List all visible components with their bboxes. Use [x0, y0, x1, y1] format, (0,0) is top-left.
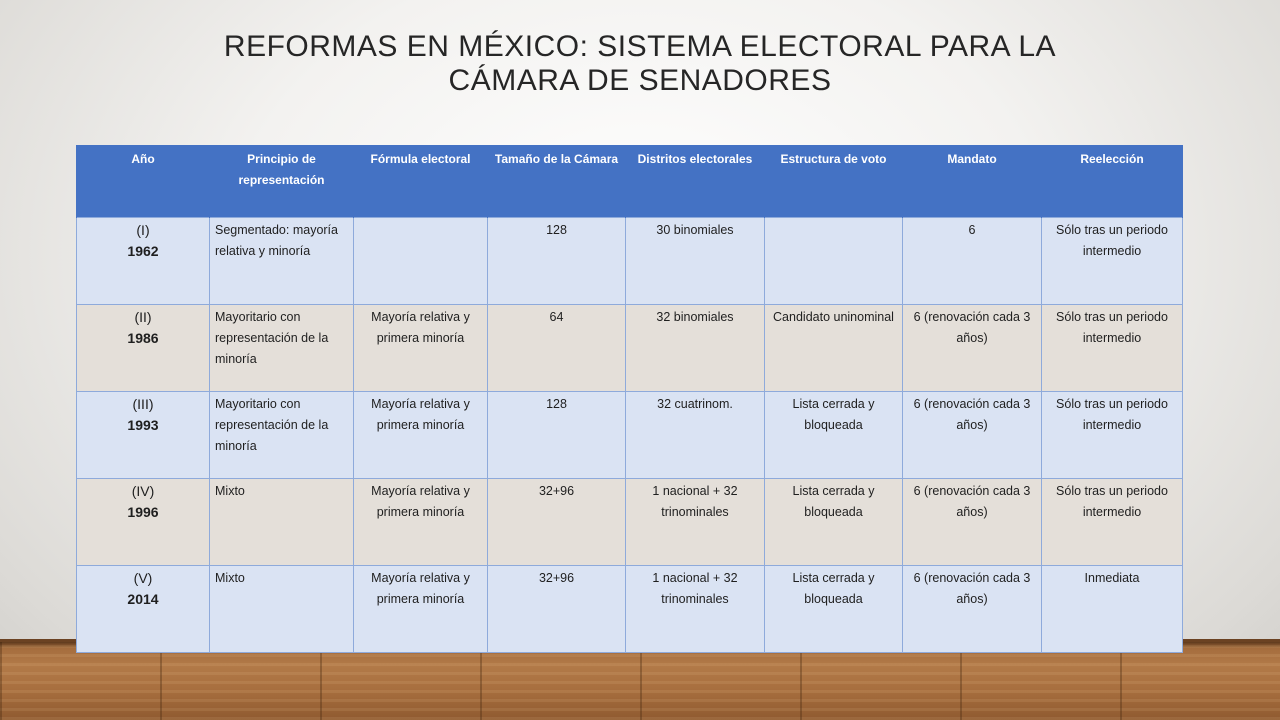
- cell-reeleccion: Sólo tras un periodo intermedio: [1042, 305, 1183, 392]
- cell-formula: Mayoría relativa y primera minoría: [354, 566, 488, 653]
- cell-estructura: Candidato uninominal: [765, 305, 903, 392]
- reform-number: (I): [136, 222, 150, 238]
- cell-estructura: Lista cerrada y bloqueada: [765, 566, 903, 653]
- header-estructura: Estructura de voto: [765, 145, 903, 218]
- cell-distritos: 1 nacional + 32 trinominales: [626, 479, 765, 566]
- reform-number: (II): [134, 309, 152, 325]
- header-ano: Año: [77, 145, 210, 218]
- header-distritos: Distritos electorales: [626, 145, 765, 218]
- header-principio: Principio de representación: [210, 145, 354, 218]
- cell-tamano: 128: [488, 392, 626, 479]
- table-row: [77, 305, 1183, 392]
- cell-distritos: 1 nacional + 32 trinominales: [626, 566, 765, 653]
- cell-principio: Mayoritario con representación de la minoría: [210, 305, 354, 392]
- header-formula: Fórmula electoral: [354, 145, 488, 218]
- table-header-row: [77, 145, 1183, 218]
- cell-reeleccion: Sólo tras un periodo intermedio: [1042, 392, 1183, 479]
- header-reeleccion: Reelección: [1042, 145, 1183, 218]
- cell-estructura: Lista cerrada y bloqueada: [765, 392, 903, 479]
- cell-formula: Mayoría relativa y primera minoría: [354, 305, 488, 392]
- table-row: [77, 392, 1183, 479]
- reforms-table: [76, 145, 1183, 653]
- cell-distritos: 30 binomiales: [626, 218, 765, 305]
- cell-tamano: 64: [488, 305, 626, 392]
- cell-principio: Mixto: [210, 479, 354, 566]
- cell-estructura: Lista cerrada y bloqueada: [765, 479, 903, 566]
- reform-year: 1962: [127, 243, 159, 259]
- reform-year: 1996: [127, 504, 159, 520]
- cell-ano: [77, 392, 210, 479]
- cell-mandato: 6 (renovación cada 3 años): [903, 566, 1042, 653]
- table-row: [77, 479, 1183, 566]
- cell-ano: [77, 566, 210, 653]
- header-tamano: Tamaño de la Cámara: [488, 145, 626, 218]
- reforms-table-container: [76, 145, 1182, 653]
- cell-reeleccion: Sólo tras un periodo intermedio: [1042, 479, 1183, 566]
- cell-ano: [77, 479, 210, 566]
- cell-mandato: 6 (renovación cada 3 años): [903, 479, 1042, 566]
- cell-formula: Mayoría relativa y primera minoría: [354, 392, 488, 479]
- cell-mandato: 6 (renovación cada 3 años): [903, 392, 1042, 479]
- cell-reeleccion: Inmediata: [1042, 566, 1183, 653]
- slide-title-line2: CÁMARA DE SENADORES: [448, 64, 832, 97]
- reform-number: (V): [133, 570, 153, 586]
- cell-formula: [354, 218, 488, 305]
- cell-mandato: 6 (renovación cada 3 años): [903, 305, 1042, 392]
- cell-principio: Mixto: [210, 566, 354, 653]
- cell-reeleccion: Sólo tras un periodo intermedio: [1042, 218, 1183, 305]
- cell-tamano: 128: [488, 218, 626, 305]
- reform-number: (IV): [131, 483, 155, 499]
- reform-year: 1986: [127, 330, 159, 346]
- cell-ano: [77, 218, 210, 305]
- cell-formula: Mayoría relativa y primera minoría: [354, 479, 488, 566]
- cell-distritos: 32 cuatrinom.: [626, 392, 765, 479]
- cell-distritos: 32 binomiales: [626, 305, 765, 392]
- cell-tamano: 32+96: [488, 566, 626, 653]
- reform-year: 2014: [127, 591, 159, 607]
- reform-number: (III): [132, 396, 154, 412]
- slide-title-line1: REFORMAS EN MÉXICO: SISTEMA ELECTORAL PARA LA: [223, 30, 1057, 63]
- cell-estructura: [765, 218, 903, 305]
- cell-principio: Mayoritario con representación de la minoría: [210, 392, 354, 479]
- reform-year: 1993: [127, 417, 159, 433]
- table-row: [77, 566, 1183, 653]
- slide-title: [120, 30, 1160, 98]
- header-mandato: Mandato: [903, 145, 1042, 218]
- cell-mandato: 6: [903, 218, 1042, 305]
- cell-principio: Segmentado: mayoría relativa y minoría: [210, 218, 354, 305]
- cell-tamano: 32+96: [488, 479, 626, 566]
- cell-ano: [77, 305, 210, 392]
- table-row: [77, 218, 1183, 305]
